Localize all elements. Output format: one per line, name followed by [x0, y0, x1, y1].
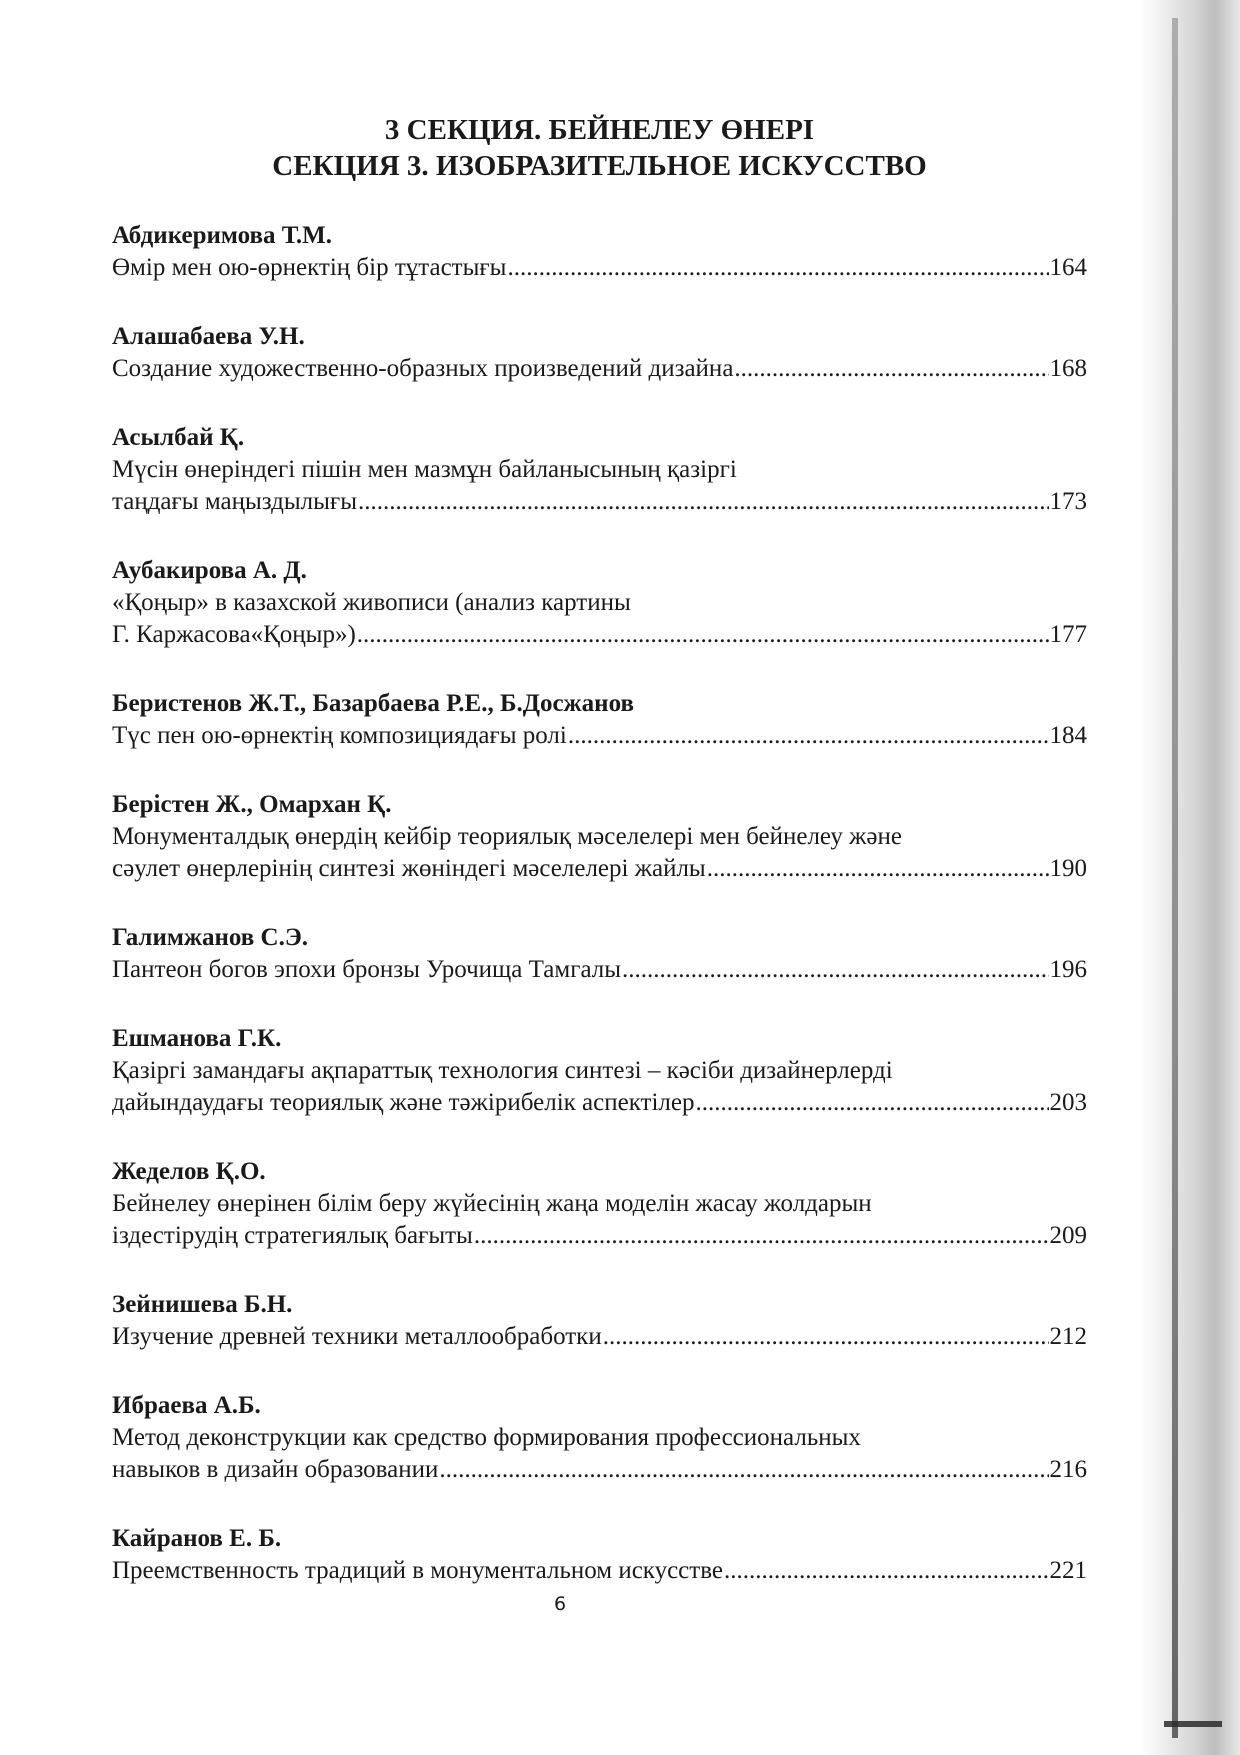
entry-page-number: 184 [1049, 722, 1087, 749]
entry-toc-line [112, 853, 1087, 885]
entry-page-number: 196 [1049, 956, 1087, 983]
entry-author: Аубакирова А. Д. [112, 557, 307, 584]
entry-toc-line [112, 1454, 1087, 1486]
entry-page-number: 164 [1049, 254, 1087, 281]
entry-title-last-line: Изучение древней техники металлообработки [112, 1323, 602, 1350]
entry-author: Зейнишева Б.Н. [112, 1291, 293, 1318]
dot-leader [474, 1220, 1049, 1252]
entry-title-last-line: Г. Каржасова«Қоңыр») [112, 621, 356, 648]
entry-toc-line [112, 1321, 1087, 1353]
entry-title-line: Монументалдық өнердің кейбір теориялық мәселелері мен бейнелеу және [112, 823, 902, 850]
entry-title-last-line: сәулет өнерлерінің синтезі жөніндегі мәселелері жайлы [112, 855, 706, 882]
entry-author: Кайранов Е. Б. [112, 1525, 282, 1552]
entry-title-last-line: Преемственность традиций в монументальном искусстве [112, 1557, 723, 1584]
page-binding-edge [1172, 18, 1178, 1738]
entry-toc-line [112, 720, 1087, 752]
page-binding-shadow [1140, 0, 1240, 1755]
entry-title-last-line: іздестірудің стратегиялық бағыты [112, 1222, 473, 1249]
dot-leader [439, 1454, 1048, 1486]
entry-toc-line [112, 1555, 1087, 1587]
page-corner-mark [1164, 1721, 1222, 1727]
entry-page-number: 203 [1049, 1089, 1087, 1116]
dot-leader [603, 1321, 1049, 1353]
toc-entry[interactable] [112, 922, 1087, 986]
entry-toc-line [112, 252, 1087, 284]
dot-leader [568, 720, 1049, 752]
dot-leader [622, 954, 1048, 986]
toc-entry[interactable] [112, 555, 1087, 651]
entry-author: Ибраева А.Б. [112, 1392, 261, 1419]
entry-page-number: 173 [1049, 488, 1087, 515]
dot-leader [734, 353, 1048, 385]
entry-toc-line [112, 486, 1087, 518]
entry-page-number: 209 [1049, 1222, 1087, 1249]
dot-leader [507, 252, 1048, 284]
toc-entry[interactable] [112, 1289, 1087, 1353]
dot-leader [358, 486, 1048, 518]
toc-entry[interactable] [112, 1156, 1087, 1252]
entry-title-line: Бейнелеу өнерінен білім беру жүйесінің жаңа моделін жасау жолдарын [112, 1190, 872, 1217]
dot-leader [357, 619, 1049, 651]
toc-entry[interactable] [112, 1023, 1087, 1119]
entry-page-number: 190 [1049, 855, 1087, 882]
toc-entry[interactable] [112, 688, 1087, 752]
entry-title-line: Мүсін өнеріндегі пішін мен мазмұн байланысының қазіргі [112, 456, 737, 483]
entry-author: Берістен Ж., Омархан Қ. [112, 791, 392, 818]
entry-title-last-line: Өмір мен ою-өрнектің бір тұтастығы [112, 254, 507, 281]
entry-author: Галимжанов С.Э. [112, 924, 309, 951]
entry-author: Ешманова Г.К. [112, 1025, 282, 1052]
section-title-kz: 3 СЕКЦИЯ. БЕЙНЕЛЕУ ӨНЕРІ [384, 114, 815, 146]
entry-toc-line [112, 1220, 1087, 1252]
toc-entry[interactable] [112, 1390, 1087, 1486]
entry-title-line: «Қоңыр» в казахской живописи (анализ картины [112, 589, 631, 616]
toc-entry[interactable] [112, 321, 1087, 385]
entry-title-last-line: навыков в дизайн образовании [112, 1456, 439, 1483]
entry-title-last-line: Түс пен ою-өрнектің композициядағы ролі [112, 722, 567, 749]
toc-entry[interactable] [112, 789, 1087, 885]
page-number: 6 [553, 1593, 567, 1615]
entry-page-number: 221 [1049, 1557, 1087, 1584]
dot-leader [707, 853, 1049, 885]
entry-author: Жеделов Қ.О. [112, 1158, 266, 1185]
entry-author: Асылбай Қ. [112, 424, 245, 451]
section-heading [112, 112, 1087, 184]
table-of-contents [112, 112, 1087, 1624]
entry-page-number: 216 [1049, 1456, 1087, 1483]
entry-title-line: Метод деконструкции как средство формирования профессиональных [112, 1424, 861, 1451]
toc-entry[interactable] [112, 422, 1087, 518]
entry-toc-line [112, 353, 1087, 385]
entry-title-line: Қазіргі замандағы ақпараттық технология синтезі – кәсіби дизайнерлерді [112, 1057, 893, 1084]
entry-page-number: 212 [1049, 1323, 1087, 1350]
entry-author: Алашабаева У.Н. [112, 323, 305, 350]
entry-author: Беристенов Ж.Т., Базарбаева Р.Е., Б.Досжанов [112, 690, 634, 717]
entry-author: Абдикеримова Т.М. [112, 222, 332, 249]
entry-title-last-line: Пантеон богов эпохи бронзы Урочища Тамгалы [112, 956, 622, 983]
toc-entry[interactable] [112, 1523, 1087, 1587]
toc-entry[interactable] [112, 220, 1087, 284]
entry-toc-line [112, 619, 1087, 651]
toc-entries [112, 220, 1087, 1587]
entry-page-number: 168 [1049, 355, 1087, 382]
section-title-ru: СЕКЦИЯ 3. ИЗОБРАЗИТЕЛЬНОЕ ИСКУССТВО [272, 150, 927, 182]
entry-title-last-line: Создание художественно-образных произведений дизайна [112, 355, 734, 382]
dot-leader [695, 1087, 1048, 1119]
entry-page-number: 177 [1049, 621, 1087, 648]
entry-title-last-line: дайындаудағы теориялық және тәжірибелік аспектілер [112, 1089, 695, 1116]
dot-leader [724, 1555, 1049, 1587]
entry-toc-line [112, 954, 1087, 986]
entry-title-last-line: таңдағы маңыздылығы [112, 488, 358, 515]
entry-toc-line [112, 1087, 1087, 1119]
